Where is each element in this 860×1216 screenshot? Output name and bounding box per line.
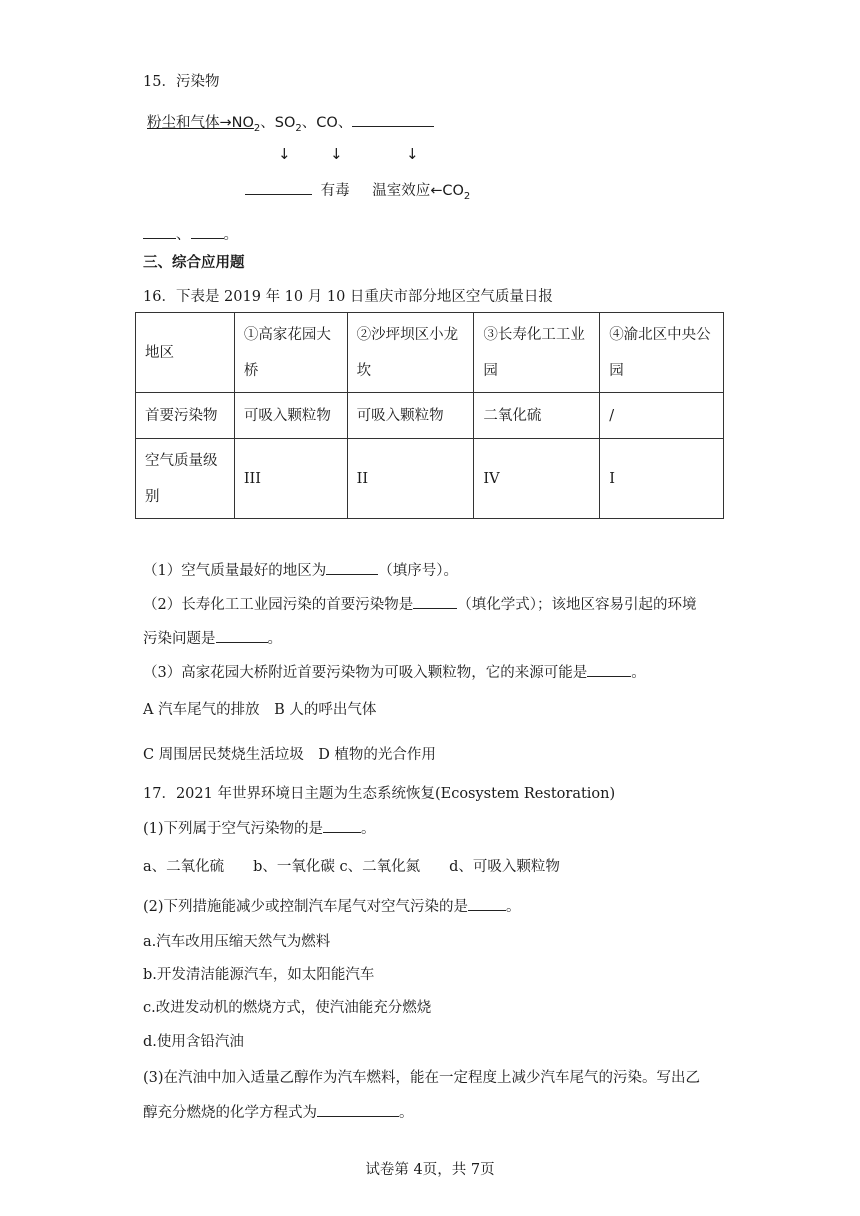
answer-blank[interactable] [413,594,457,609]
down-arrow-icon: ↓ [278,145,291,163]
air-quality-table [135,312,724,519]
table-cell: IV [474,439,600,519]
q16-intro: 16．下表是 2019 年 10 月 10 日重庆市部分地区空气质量日报 [143,289,553,305]
page-footer: 试卷第 4页，共 7页 [365,1162,495,1178]
diagram-sep-co: 、CO、 [301,115,353,131]
toxic-label: 有毒 [320,183,350,199]
table-cell: / [600,393,724,439]
table-cell: 二氧化硫 [474,393,600,439]
q17-part1-end: 。 [361,821,376,837]
q17-part2-end: 。 [506,899,521,915]
answer-blank[interactable] [317,1102,399,1117]
q16-part1 [143,560,458,581]
table-cell: 首要污染物 [136,393,235,439]
answer-blank-1[interactable] [143,224,176,239]
q17-part1-text: (1)下列属于空气污染物的是 [143,821,324,837]
q16-part3 [143,662,646,683]
table-cell: 可吸入颗粒物 [234,393,347,439]
q15-answer-line [143,224,238,245]
table-cell: III [234,439,347,519]
q16-part2-suffix: （填化学式）；该地区容易引起的环境 [457,597,697,613]
table-cell: ①高家花园大桥 [234,313,347,393]
pollutant-diagram-line2 [245,180,470,207]
q17-option-a: a.汽车改用压缩天然气为燃料 [143,934,331,950]
answer-blank-2[interactable] [191,224,224,239]
q16-part2-end: 。 [267,631,282,647]
q15-title: 15．污染物 [143,74,220,90]
greenhouse-label: 温室效应←CO [372,183,464,199]
q16-part3-text: （3）高家花园大桥附近首要污染物为可吸入颗粒物，它的来源可能是 [143,665,588,681]
answer-separator: 、 [176,227,191,243]
q17-part1 [143,818,376,839]
q17-part3-cont-text: 醇充分燃烧的化学方程式为 [143,1105,317,1121]
table-row [136,393,724,439]
table-cell: ②沙坪坝区小龙坎 [347,313,474,393]
down-arrow-icon: ↓ [406,145,419,163]
q17-part1-options: a、二氧化硫 b、一氧化碳 c、二氧化氮 d、可吸入颗粒物 [143,859,560,875]
q16-part3-end: 。 [631,665,646,681]
table-cell: I [600,439,724,519]
diagram-prefix: 粉尘和气体→NO [147,115,254,131]
q17-intro: 17．2021 年世界环境日主题为生态系统恢复(Ecosystem Restoration) [143,786,616,802]
table-cell: 地区 [136,313,235,393]
table-cell: 空气质量级别 [136,439,235,519]
q16-part1-suffix: （填序号）。 [378,563,458,579]
table-cell: ③长寿化工工业园 [474,313,600,393]
answer-blank[interactable] [587,662,631,677]
section-heading: 三、综合应用题 [143,254,245,271]
table-row [136,313,724,393]
so2-subscript: 2 [295,122,302,134]
q17-option-c: c.改进发动机的燃烧方式，使汽油能充分燃烧 [143,1000,432,1016]
diagram-blank-1[interactable] [352,112,434,127]
q17-part3: (3)在汽油中加入适量乙醇作为汽车燃料，能在一定程度上减少汽车尾气的污染。写出乙 [143,1070,701,1086]
diagram-blank-2[interactable] [245,180,312,195]
q17-option-b: b.开发清洁能源汽车，如太阳能汽车 [143,967,375,983]
q17-part2 [143,896,521,917]
q17-part2-text: (2)下列措施能减少或控制汽车尾气对空气污染的是 [143,899,469,915]
answer-blank[interactable] [216,628,268,643]
q17-part3-cont [143,1102,414,1123]
down-arrow-icon: ↓ [330,145,343,163]
q16-part2-cont-text: 污染问题是 [143,631,216,647]
q16-options-ab: A 汽车尾气的排放 B 人的呼出气体 [143,702,377,718]
answer-blank[interactable] [326,560,378,575]
answer-end: 。 [223,227,238,243]
q17-option-d: d.使用含铅汽油 [143,1034,244,1050]
co2-subscript: 2 [463,190,471,202]
q16-part2-cont [143,628,282,649]
q16-part2 [143,594,696,615]
table-row [136,439,724,519]
q16-options-cd: C 周围居民焚烧生活垃圾 D 植物的光合作用 [143,747,436,763]
pollutant-diagram-line1 [147,112,434,139]
table-cell: ④渝北区中央公园 [600,313,724,393]
q16-part2-text: （2）长寿化工工业园污染的首要污染物是 [143,597,414,613]
q17-part3-end: 。 [399,1105,414,1121]
diagram-sep-so: 、SO [260,115,296,131]
table-cell: II [347,439,474,519]
table-cell: 可吸入颗粒物 [347,393,474,439]
no2-subscript: 2 [253,122,261,134]
q16-part1-text: （1）空气质量最好的地区为 [143,563,327,579]
answer-blank[interactable] [468,896,506,911]
answer-blank[interactable] [323,818,361,833]
